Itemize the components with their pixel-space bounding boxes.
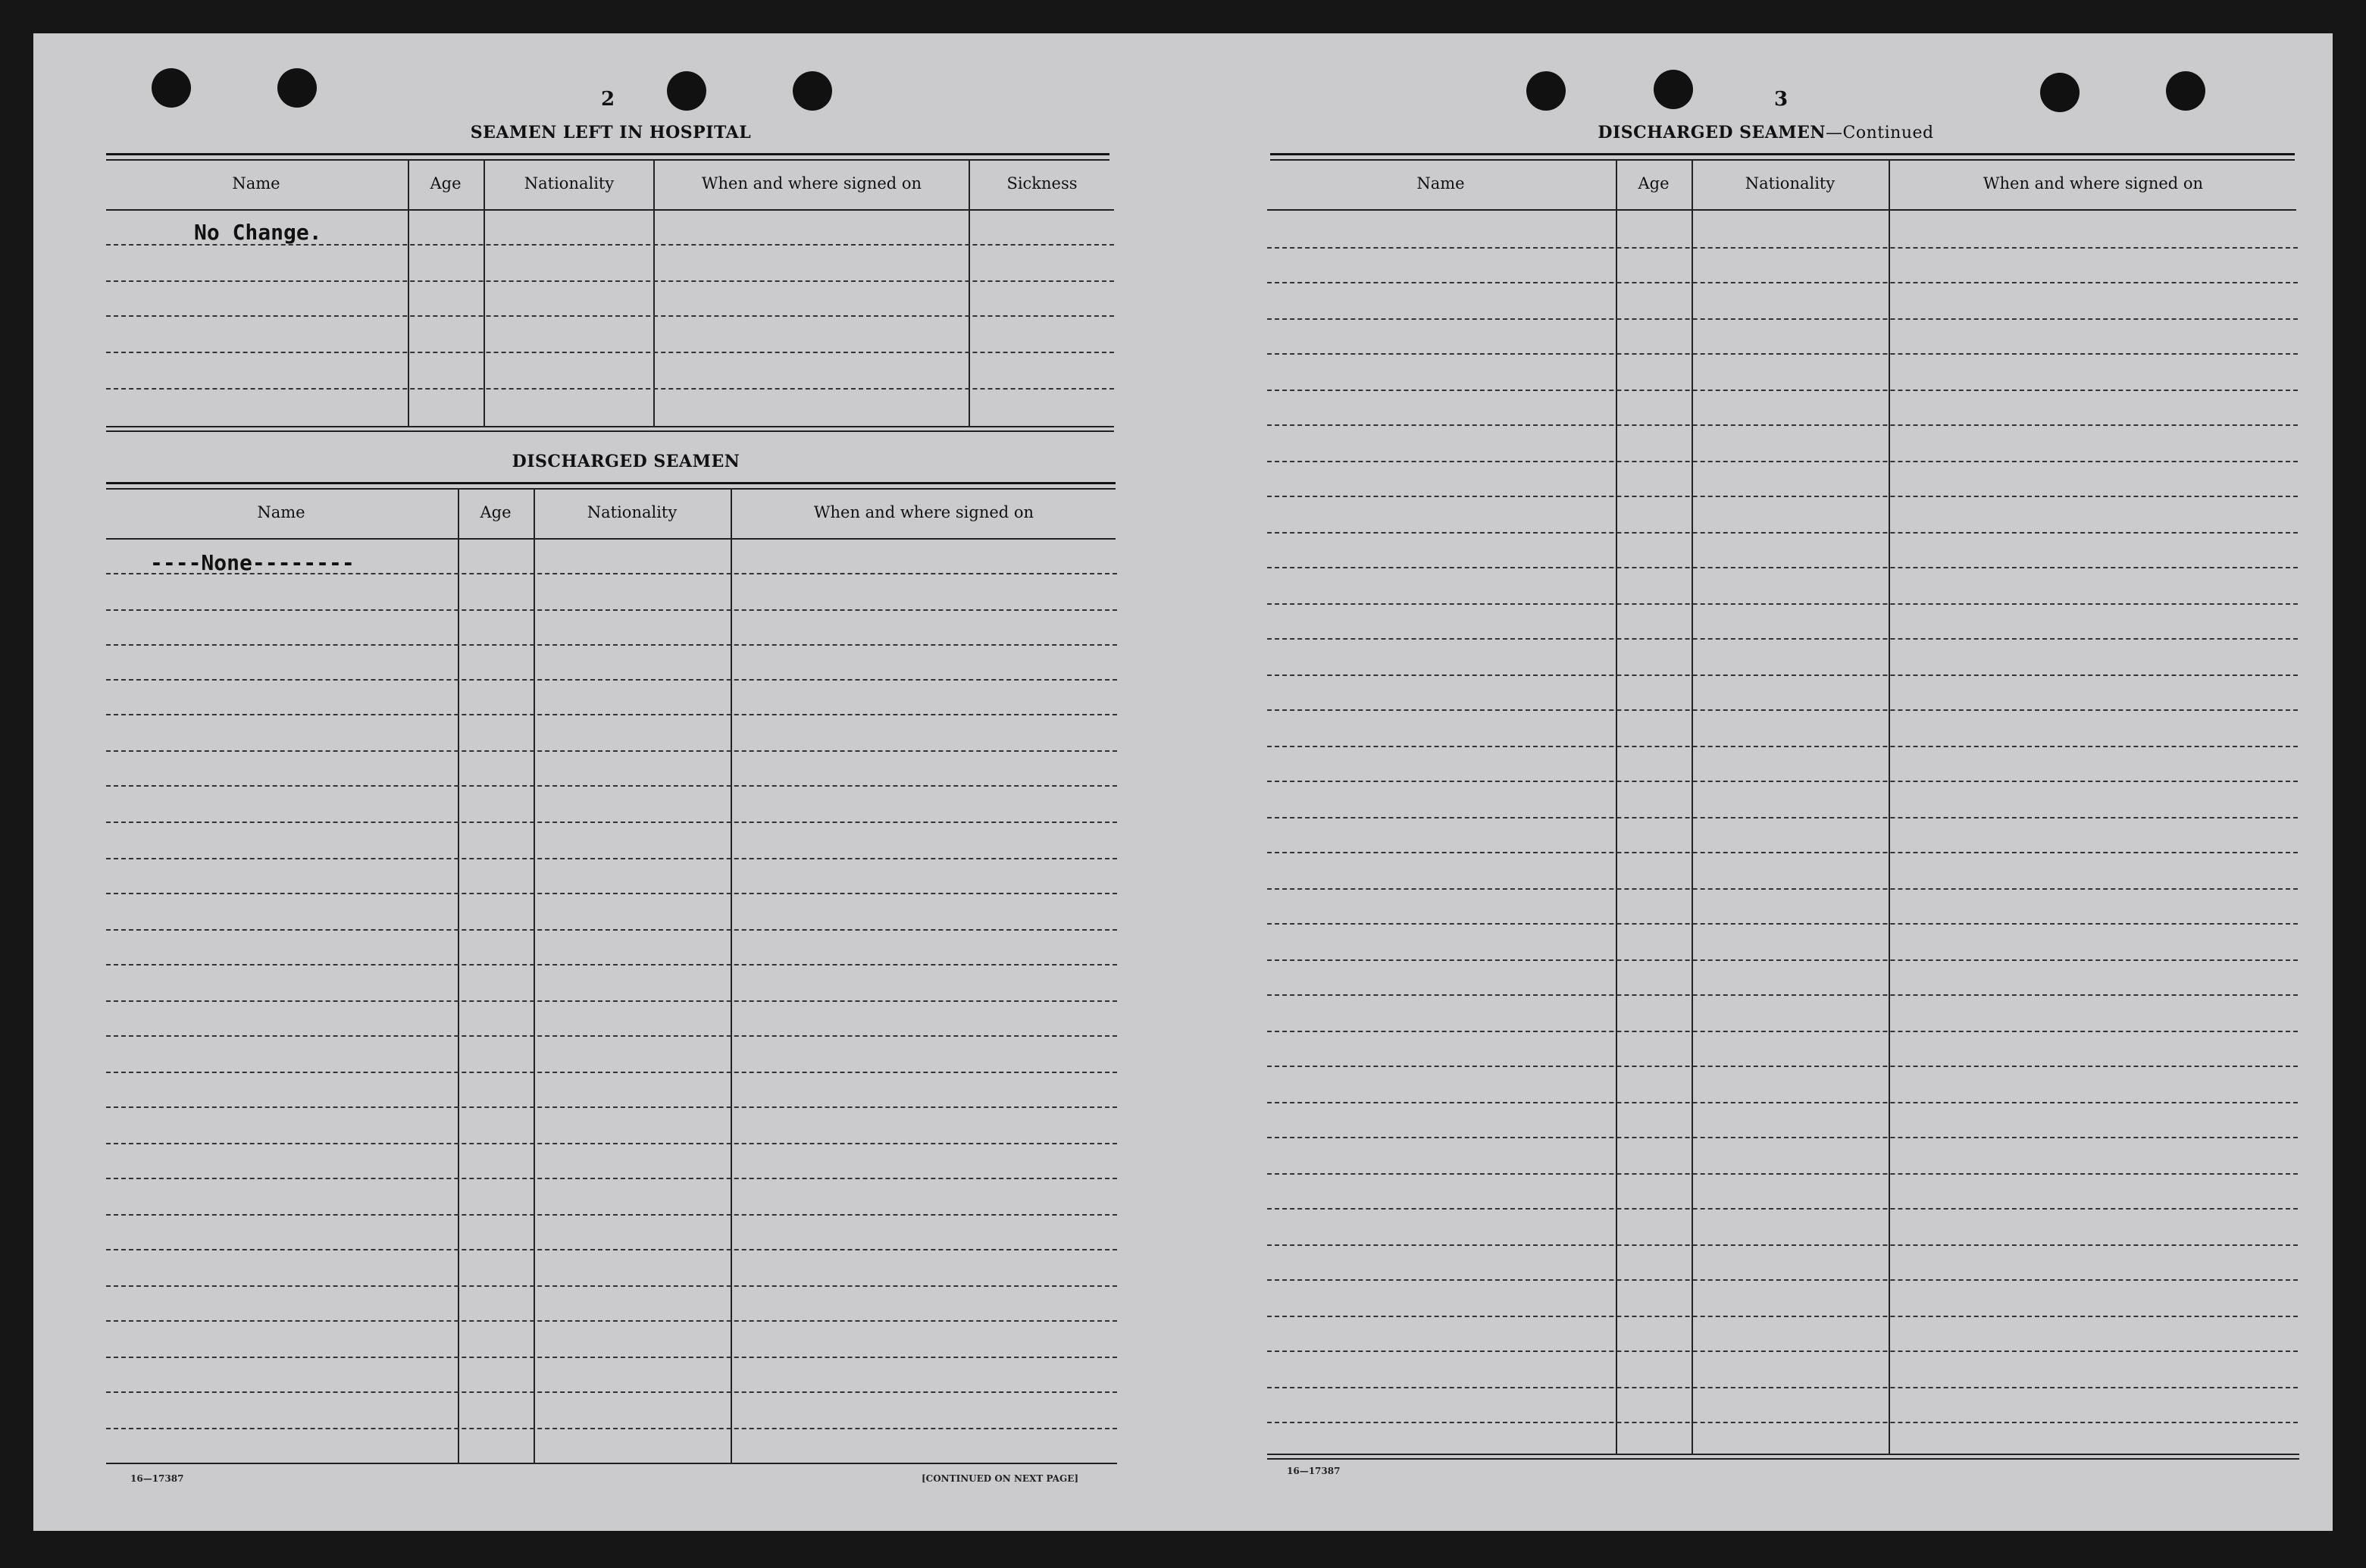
punch-hole (1654, 70, 1693, 109)
punch-hole (793, 71, 832, 111)
punch-hole (277, 68, 317, 108)
title-main: DISCHARGED SEAMEN (1598, 123, 1826, 142)
title-continued: —Continued (1826, 124, 1934, 142)
discharged-col-nationality: Nationality (587, 503, 678, 521)
hospital-section-title: SEAMEN LEFT IN HOSPITAL (470, 123, 752, 142)
hospital-col-nationality: Nationality (524, 174, 615, 192)
right-col-name: Name (1416, 174, 1465, 192)
discharged-col-when-where: When and where signed on (813, 503, 1034, 521)
hospital-entry: No Change. (194, 220, 322, 245)
right-col-nationality: Nationality (1745, 174, 1836, 192)
right-col-when-where: When and where signed on (1983, 174, 2204, 192)
hospital-col-name: Name (232, 174, 280, 192)
page-number-left: 2 (600, 88, 615, 111)
page-number-right: 3 (1773, 88, 1789, 111)
punch-hole (1526, 71, 1566, 111)
discharged-col-age: Age (480, 503, 512, 521)
punch-hole (2166, 71, 2205, 111)
form-code-left: 16—17387 (130, 1473, 184, 1484)
hospital-col-age: Age (430, 174, 462, 192)
right-col-age: Age (1638, 174, 1670, 192)
punch-hole (2040, 73, 2080, 112)
punch-hole (667, 71, 706, 111)
hospital-col-when-where: When and where signed on (701, 174, 922, 192)
continued-note: [CONTINUED ON NEXT PAGE] (922, 1473, 1079, 1484)
discharged-continued-title (1598, 123, 1933, 142)
document-sheet (33, 33, 2333, 1531)
discharged-section-title: DISCHARGED SEAMEN (512, 452, 740, 471)
discharged-entry: ----None-------- (150, 550, 355, 575)
punch-hole (152, 68, 191, 108)
discharged-col-name: Name (257, 503, 305, 521)
form-code-right: 16—17387 (1287, 1466, 1341, 1476)
hospital-col-sickness: Sickness (1006, 174, 1078, 192)
